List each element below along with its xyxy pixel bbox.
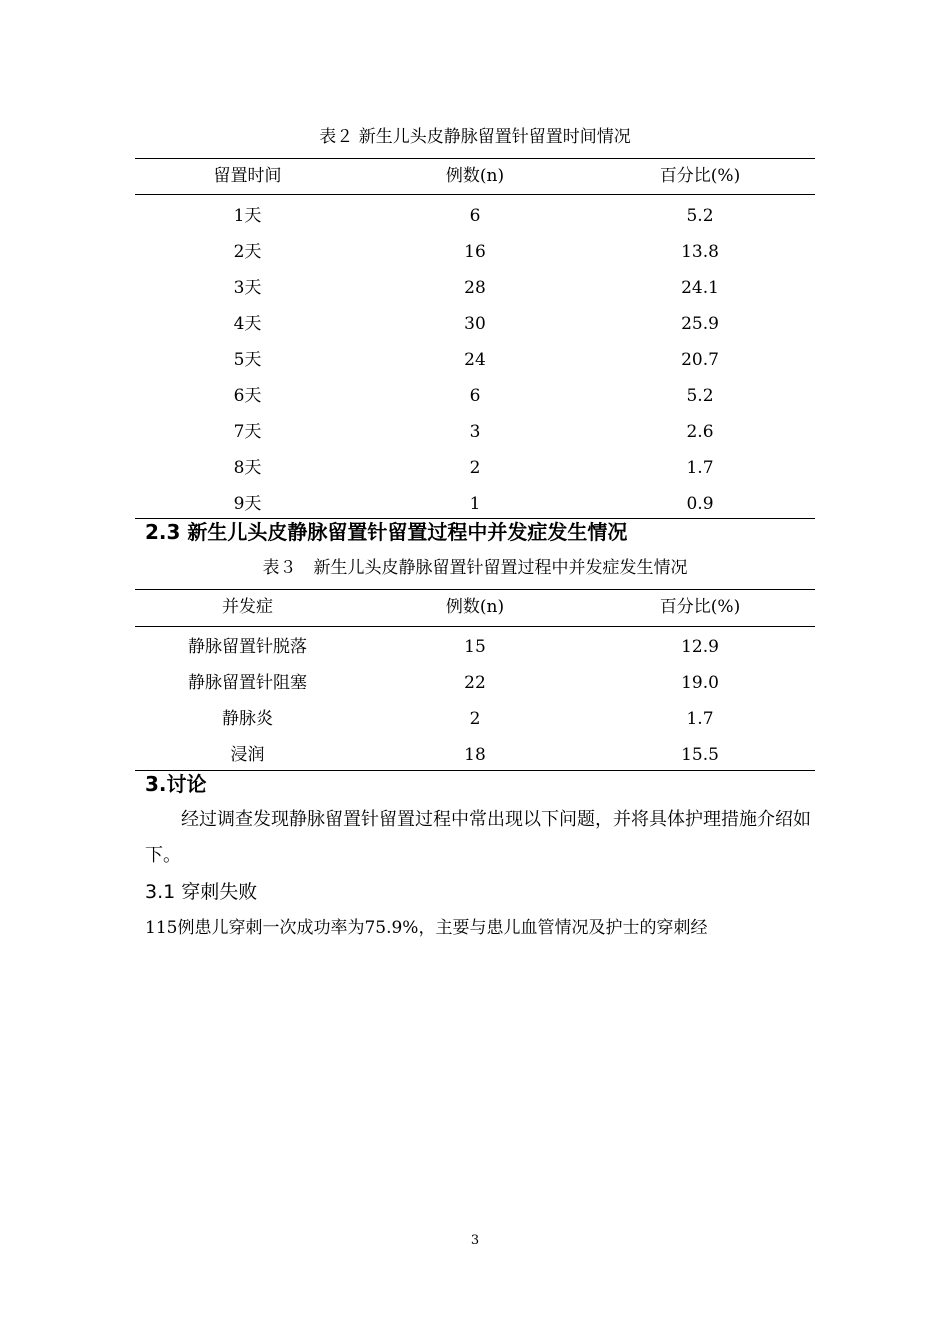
table3-header-cell: 百分比(%) bbox=[659, 597, 741, 617]
table-cell: 5.2 bbox=[686, 206, 714, 226]
table-cell: 2.6 bbox=[686, 422, 714, 442]
table-row bbox=[135, 450, 815, 486]
table-cell: 6 bbox=[469, 206, 481, 226]
table-row bbox=[135, 342, 815, 378]
table-cell: 6天 bbox=[233, 386, 262, 406]
table-cell: 8天 bbox=[233, 458, 262, 478]
table-cell: 28 bbox=[464, 278, 486, 298]
table-cell: 4天 bbox=[233, 314, 262, 334]
table-cell: 5天 bbox=[233, 350, 262, 370]
table-cell: 2天 bbox=[233, 242, 262, 262]
table-cell: 19.0 bbox=[681, 673, 719, 693]
section-3-heading: 3.讨论 bbox=[145, 772, 207, 796]
section-3-1-paragraph: 115例患儿穿刺一次成功率为75.9%，主要与患儿血管情况及护士的穿刺经 bbox=[145, 918, 708, 938]
table-cell: 22 bbox=[464, 673, 486, 693]
table-cell: 1天 bbox=[233, 206, 262, 226]
table-cell: 18 bbox=[464, 745, 486, 765]
section-2-3-heading: 2.3 新生儿头皮静脉留置针留置过程中并发症发生情况 bbox=[145, 520, 628, 544]
table2 bbox=[135, 158, 815, 520]
table-row bbox=[135, 234, 815, 270]
table-cell: 24 bbox=[464, 350, 486, 370]
table-cell: 7天 bbox=[233, 422, 262, 442]
table-row bbox=[135, 701, 815, 737]
table-cell: 1.7 bbox=[686, 709, 714, 729]
table-cell: 3 bbox=[469, 422, 481, 442]
table-cell: 25.9 bbox=[681, 314, 719, 334]
table-cell: 1 bbox=[469, 494, 481, 514]
table2-header-cell: 百分比(%) bbox=[659, 166, 741, 186]
table-cell: 20.7 bbox=[681, 350, 719, 370]
table-cell: 5.2 bbox=[686, 386, 714, 406]
table-cell: 0.9 bbox=[686, 494, 714, 514]
table-row bbox=[135, 414, 815, 450]
table-cell: 13.8 bbox=[681, 242, 719, 262]
table-cell: 16 bbox=[464, 242, 486, 262]
table3 bbox=[135, 589, 815, 773]
table-cell: 静脉留置针阻塞 bbox=[188, 673, 307, 693]
table2-header-rule bbox=[135, 194, 815, 195]
table-cell: 15.5 bbox=[681, 745, 719, 765]
table-cell: 12.9 bbox=[681, 637, 719, 657]
table3-caption: 表３ 新生儿头皮静脉留置针留置过程中并发症发生情况 bbox=[262, 558, 688, 578]
table3-header-rule bbox=[135, 626, 815, 627]
table-cell: 24.1 bbox=[681, 278, 719, 298]
table-cell: 浸润 bbox=[230, 745, 265, 765]
table-row bbox=[135, 198, 815, 234]
table-row bbox=[135, 737, 815, 773]
table3-header-row bbox=[135, 589, 815, 625]
table-row bbox=[135, 306, 815, 342]
table3-header-cell: 并发症 bbox=[222, 597, 273, 617]
table2-header-cell: 例数(n) bbox=[445, 166, 505, 186]
table-row bbox=[135, 270, 815, 306]
table-cell: 3天 bbox=[233, 278, 262, 298]
table-cell: 静脉留置针脱落 bbox=[188, 637, 307, 657]
table2-header-cell: 留置时间 bbox=[213, 166, 282, 186]
section-3-paragraph: 经过调查发现静脉留置针留置过程中常出现以下问题，并将具体护理措施介绍如下。 bbox=[145, 809, 811, 866]
table-cell: 静脉炎 bbox=[222, 709, 273, 729]
table-cell: 30 bbox=[464, 314, 486, 334]
page-number: 3 bbox=[470, 1233, 480, 1248]
table-cell: 1.7 bbox=[686, 458, 714, 478]
table-cell: 9天 bbox=[233, 494, 262, 514]
section-3-1-heading: 3.1 穿刺失败 bbox=[145, 881, 258, 903]
table3-bottom-rule bbox=[135, 770, 815, 771]
table3-header-cell: 例数(n) bbox=[445, 597, 505, 617]
table-row bbox=[135, 486, 815, 522]
table2-header-row bbox=[135, 158, 815, 194]
table-row bbox=[135, 665, 815, 701]
table-cell: 2 bbox=[469, 458, 481, 478]
table2-caption: 表２ 新生儿头皮静脉留置针留置时间情况 bbox=[319, 127, 631, 147]
table-cell: 6 bbox=[469, 386, 481, 406]
table-row bbox=[135, 378, 815, 414]
table-cell: 2 bbox=[469, 709, 481, 729]
table-cell: 15 bbox=[464, 637, 486, 657]
table-row bbox=[135, 629, 815, 665]
